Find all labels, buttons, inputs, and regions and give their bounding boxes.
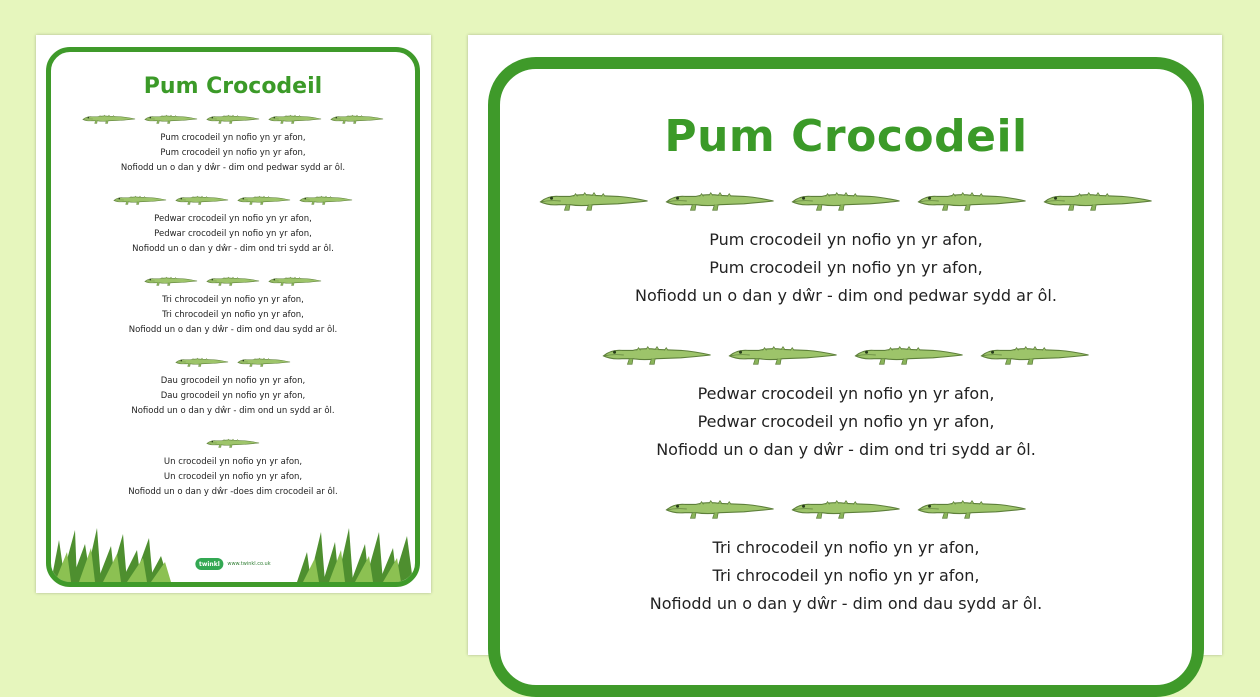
verse-line: Nofiodd un o dan y dŵr -does dim crocodeil ar ôl.	[128, 487, 338, 497]
verse-line: Un crocodeil yn nofio yn yr afon,	[163, 457, 303, 467]
grass-icon	[295, 522, 415, 582]
poster-thumbnail-title: Pum Crocodeil	[143, 74, 323, 99]
poster-main-verses	[500, 184, 1192, 618]
crocodile-icon	[1042, 189, 1154, 213]
verse-line: Dau grocodeil yn nofio yn yr afon,	[160, 391, 306, 401]
crocodile-icon	[979, 343, 1091, 367]
poster-thumbnail-verses	[51, 109, 415, 500]
verse	[500, 338, 1192, 464]
verse-lines	[51, 455, 415, 500]
crocodile-row	[51, 352, 415, 372]
verse-line: Tri chrocodeil yn nofio yn yr afon,	[162, 295, 304, 305]
crocodile-icon	[206, 275, 260, 287]
crocodile-icon	[664, 497, 776, 521]
poster-thumbnail[interactable]	[36, 35, 431, 593]
verse-line: Pum crocodeil yn nofio yn yr afon,	[709, 258, 983, 277]
poster-main	[468, 35, 1222, 655]
crocodile-icon	[113, 194, 167, 206]
verse-lines	[500, 534, 1192, 618]
verse	[51, 190, 415, 257]
crocodile-icon	[175, 194, 229, 206]
crocodile-icon	[853, 343, 965, 367]
verse	[51, 433, 415, 500]
verse-line: Pedwar crocodeil yn nofio yn yr afon,	[697, 412, 995, 431]
verse-line: Nofiodd un o dan y dŵr - dim ond dau sydd ar ôl.	[128, 325, 338, 335]
crocodile-row	[500, 184, 1192, 218]
crocodile-icon	[144, 113, 198, 125]
crocodile-icon	[144, 275, 198, 287]
crocodile-row	[51, 271, 415, 291]
crocodile-row	[500, 338, 1192, 372]
crocodile-icon	[237, 194, 291, 206]
crocodile-icon	[268, 275, 322, 287]
verse-line: Dau grocodeil yn nofio yn yr afon,	[160, 376, 306, 386]
crocodile-icon	[206, 437, 260, 449]
crocodile-row	[51, 190, 415, 210]
verse	[500, 184, 1192, 310]
verse	[51, 271, 415, 338]
verse-line: Nofiodd un o dan y dŵr - dim ond tri sydd ar ôl.	[132, 244, 334, 254]
crocodile-icon	[175, 356, 229, 368]
poster-main-title: Pum Crocodeil	[664, 111, 1028, 162]
crocodile-icon	[330, 113, 384, 125]
crocodile-icon	[538, 189, 650, 213]
verse-line: Tri chrocodeil yn nofio yn yr afon,	[712, 566, 980, 585]
twinkl-logo	[195, 558, 270, 570]
verse-lines	[51, 131, 415, 176]
crocodile-icon	[790, 497, 902, 521]
crocodile-icon	[916, 497, 1028, 521]
verse-line: Nofiodd un o dan y dŵr - dim ond dau sydd ar ôl.	[649, 594, 1043, 613]
verse	[51, 109, 415, 176]
verse-lines	[51, 374, 415, 419]
crocodile-icon	[664, 189, 776, 213]
crocodile-row	[51, 433, 415, 453]
twinkl-logo-badge: twinkl	[195, 558, 223, 570]
twinkl-logo-url: www.twinkl.co.uk	[227, 561, 271, 567]
verse-line: Nofiodd un o dan y dŵr - dim ond un sydd ar ôl.	[131, 406, 335, 416]
grass-icon	[51, 522, 171, 582]
crocodile-icon	[82, 113, 136, 125]
crocodile-icon	[916, 189, 1028, 213]
verse-line: Nofiodd un o dan y dŵr - dim ond pedwar sydd ar ôl.	[120, 163, 346, 173]
verse-lines	[51, 293, 415, 338]
crocodile-icon	[237, 356, 291, 368]
verse-line: Un crocodeil yn nofio yn yr afon,	[163, 472, 303, 482]
crocodile-row	[51, 109, 415, 129]
verse-line: Pedwar crocodeil yn nofio yn yr afon,	[154, 229, 312, 239]
verse-line: Pum crocodeil yn nofio yn yr afon,	[709, 230, 983, 249]
verse-line: Pum crocodeil yn nofio yn yr afon,	[160, 148, 306, 158]
crocodile-icon	[268, 113, 322, 125]
poster-main-frame	[488, 57, 1204, 697]
verse	[500, 492, 1192, 618]
verse	[51, 352, 415, 419]
verse-lines	[51, 212, 415, 257]
verse-line: Nofiodd un o dan y dŵr - dim ond pedwar sydd ar ôl.	[635, 286, 1057, 305]
verse-line: Nofiodd un o dan y dŵr - dim ond tri sydd ar ôl.	[656, 440, 1036, 459]
crocodile-icon	[727, 343, 839, 367]
verse-line: Tri chrocodeil yn nofio yn yr afon,	[712, 538, 980, 557]
verse-line: Pum crocodeil yn nofio yn yr afon,	[160, 133, 306, 143]
crocodile-icon	[206, 113, 260, 125]
verse-line: Tri chrocodeil yn nofio yn yr afon,	[162, 310, 304, 320]
verse-lines	[500, 226, 1192, 310]
verse-line: Pedwar crocodeil yn nofio yn yr afon,	[697, 384, 995, 403]
verse-lines	[500, 380, 1192, 464]
verse-line: Pedwar crocodeil yn nofio yn yr afon,	[154, 214, 312, 224]
crocodile-icon	[790, 189, 902, 213]
poster-thumbnail-frame	[46, 47, 420, 587]
crocodile-icon	[601, 343, 713, 367]
crocodile-icon	[299, 194, 353, 206]
crocodile-row	[500, 492, 1192, 526]
